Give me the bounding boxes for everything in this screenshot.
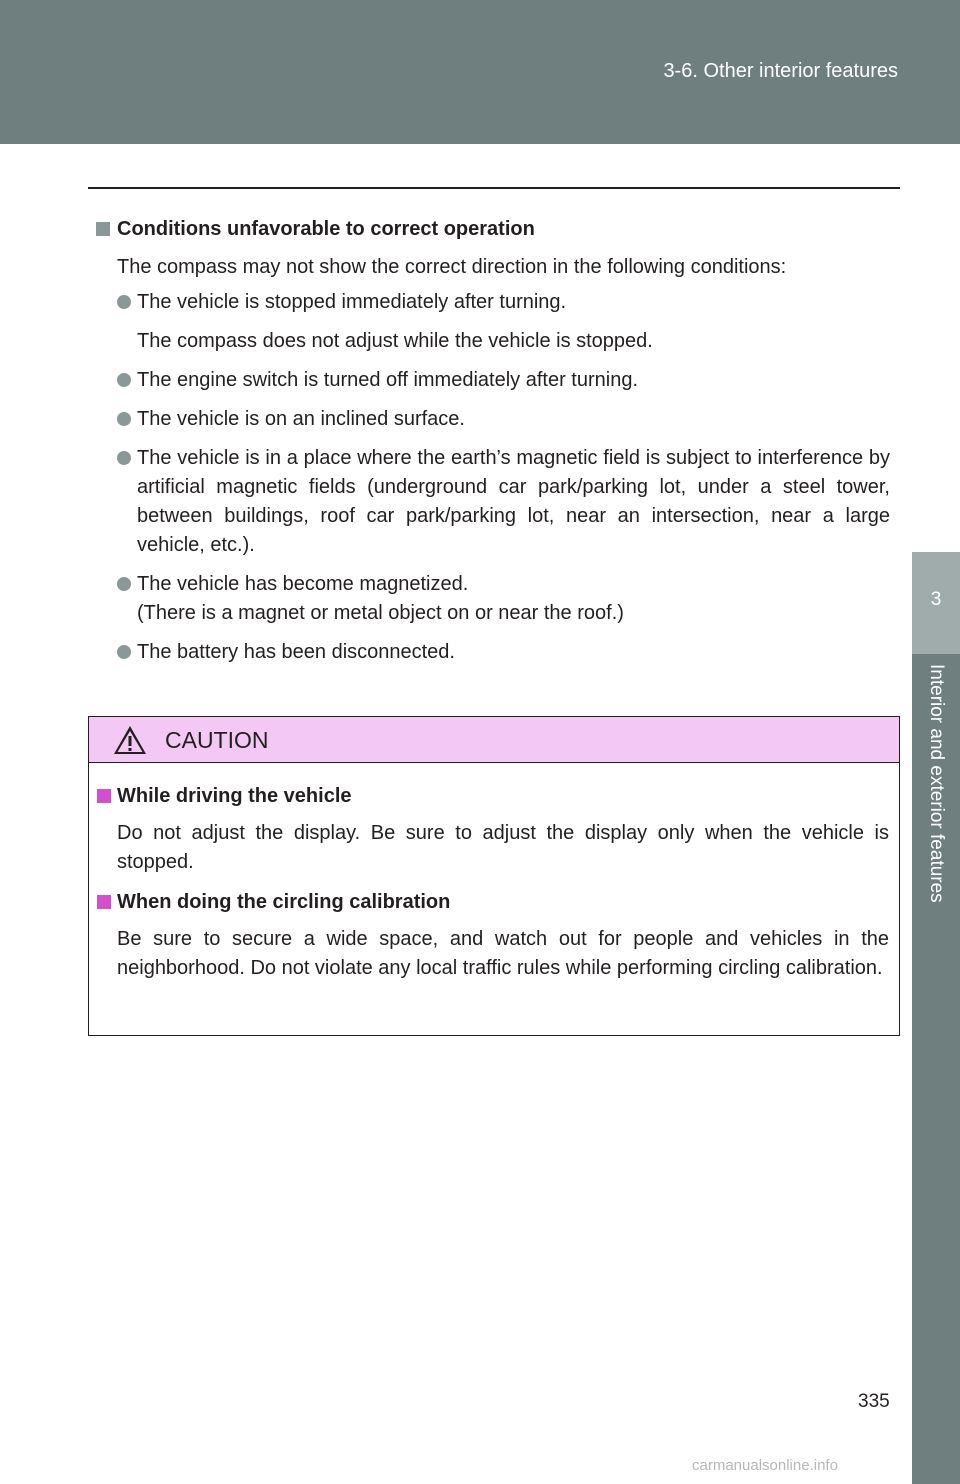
chapter-label: Interior and exterior features: [926, 664, 947, 903]
square-icon: [97, 895, 111, 909]
watermark: carmanualsonline.info: [692, 1457, 838, 1474]
circle-icon: [117, 295, 131, 309]
section-heading-text: Conditions unfavorable to correct operation: [117, 218, 535, 240]
list-item: [96, 570, 890, 628]
circle-icon: [117, 451, 131, 465]
section-title: 3-6. Other interior features: [663, 60, 898, 82]
caution-body: [89, 763, 899, 983]
chapter-tab: [912, 552, 960, 1484]
circle-icon: [117, 373, 131, 387]
header-band: [0, 0, 960, 144]
square-icon: [96, 222, 110, 236]
caution-heading-text: When doing the circling calibration: [117, 891, 451, 913]
warning-triangle-icon: [113, 725, 147, 755]
list-item-text: The vehicle is stopped immediately after turning.: [137, 291, 567, 313]
caution-text: Be sure to secure a wide space, and watch out for people and vehicles in the neighborhood. Do not violate any local traffic rules while performing circling calibration.: [117, 928, 889, 979]
caution-box: [88, 716, 900, 1036]
list-item: [96, 444, 890, 560]
list-item-detail: (There is a magnet or metal object on or near the roof.): [137, 602, 624, 624]
condition-list: [96, 288, 890, 667]
caution-header: [89, 717, 899, 763]
caution-heading: [97, 887, 889, 917]
list-item-text: The vehicle has become magnetized.: [137, 573, 469, 595]
caution-title: CAUTION: [165, 726, 269, 753]
section-intro: The compass may not show the correct direction in the following conditions:: [117, 256, 787, 278]
list-item: [96, 405, 890, 434]
list-item-text: The engine switch is turned off immediately after turning.: [137, 369, 638, 391]
list-item-text: The vehicle is on an inclined surface.: [137, 408, 465, 430]
list-item-detail: The compass does not adjust while the vehicle is stopped.: [137, 330, 653, 352]
circle-icon: [117, 412, 131, 426]
list-item-text: The battery has been disconnected.: [137, 641, 455, 663]
caution-heading: [97, 781, 889, 811]
list-item: [96, 366, 890, 395]
page-number: 335: [858, 1391, 890, 1412]
top-rule: [88, 187, 900, 189]
section-heading: [96, 212, 890, 246]
circle-icon: [117, 577, 131, 591]
list-item: [96, 638, 890, 667]
caution-heading-text: While driving the vehicle: [117, 785, 352, 807]
chapter-number-box: [912, 552, 960, 654]
circle-icon: [117, 645, 131, 659]
list-item-text: The vehicle is in a place where the earth’s magnetic field is subject to interference by artificial magnetic fields (underground car park/parking lot, under a steel tower, between buildings, roof car park/parking lot, near an intersection, near a large vehicle, etc.).: [137, 447, 890, 556]
main-content: [96, 212, 890, 677]
list-item: [96, 288, 890, 356]
square-icon: [97, 789, 111, 803]
chapter-number: 3: [930, 589, 942, 610]
caution-text: Do not adjust the display. Be sure to adjust the display only when the vehicle is stopped.: [117, 822, 889, 873]
